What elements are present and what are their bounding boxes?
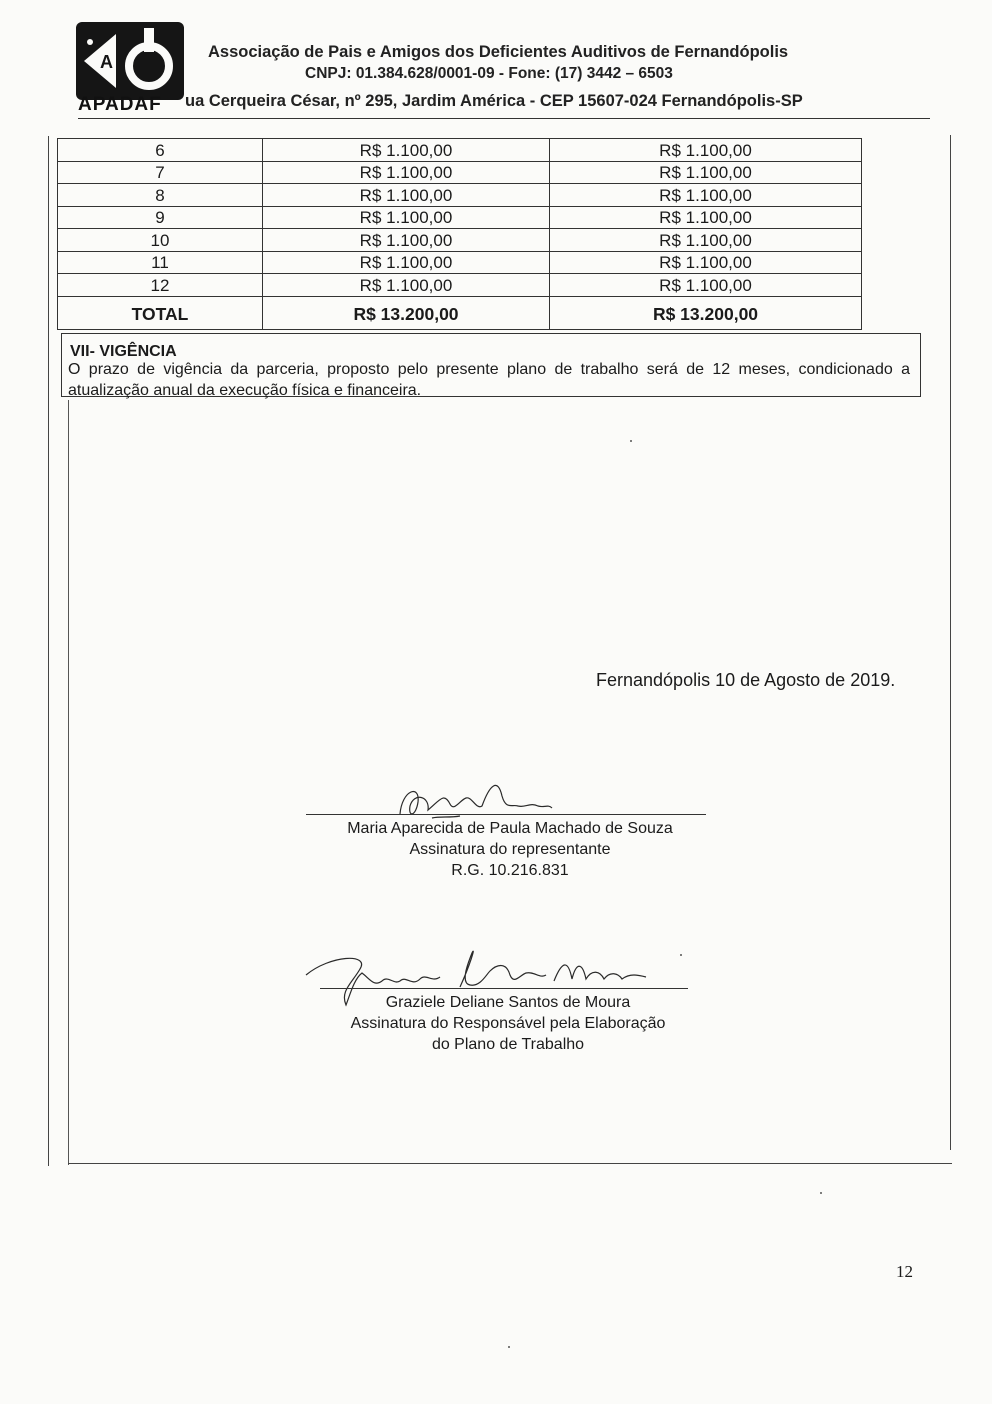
page-frame-inner-left	[68, 400, 69, 1165]
page-frame-left	[48, 136, 49, 1166]
budget-table	[57, 138, 862, 330]
month-cell: 11	[58, 251, 263, 274]
svg-text:A: A	[100, 52, 113, 72]
value-a-cell: R$ 1.100,00	[263, 139, 550, 162]
value-a-cell: R$ 1.100,00	[263, 184, 550, 207]
vigencia-title: VII- VIGÊNCIA	[70, 343, 177, 360]
page-frame-right	[950, 135, 951, 1150]
value-a-cell: R$ 1.100,00	[263, 251, 550, 274]
month-cell: 8	[58, 184, 263, 207]
table-row	[58, 184, 862, 207]
apadaf-logo	[76, 22, 184, 100]
value-b-cell: R$ 1.100,00	[550, 139, 862, 162]
signatory-2-name: Graziele Deliane Santos de Moura	[385, 994, 631, 1011]
organization-address: ua Cerqueira César, nº 295, Jardim América - CEP 15607-024 Fernandópolis-SP	[185, 92, 803, 110]
total-b-cell: R$ 13.200,00	[550, 296, 862, 329]
organization-name: Associação de Pais e Amigos dos Deficientes Auditivos de Fernandópolis	[208, 43, 789, 61]
signatory-1-rg: R.G. 10.216.831	[451, 862, 569, 879]
scan-speck	[508, 1346, 510, 1348]
total-a-cell: R$ 13.200,00	[263, 296, 550, 329]
value-a-cell: R$ 1.100,00	[263, 206, 550, 229]
page-number: 12	[896, 1262, 913, 1281]
value-b-cell: R$ 1.100,00	[550, 161, 862, 184]
organization-cnpj-phone: CNPJ: 01.384.628/0001-09 - Fone: (17) 3442 – 6503	[305, 65, 673, 82]
date-line: Fernandópolis 10 de Agosto de 2019.	[596, 670, 896, 690]
total-label: TOTAL	[58, 296, 263, 329]
signatory-2-role-line2: do Plano de Trabalho	[431, 1036, 585, 1053]
vigencia-text: O prazo de vigência da parceria, proposto pelo presente plano de trabalho será de 12 meses, condicionado a atualização anual da execução física e financeira.	[68, 361, 910, 399]
page-frame-bottom	[68, 1163, 952, 1164]
value-b-cell: R$ 1.100,00	[550, 229, 862, 252]
table-row	[58, 229, 862, 252]
table-row	[58, 206, 862, 229]
table-row	[58, 161, 862, 184]
month-cell: 9	[58, 206, 263, 229]
month-cell: 12	[58, 274, 263, 297]
signatory-2-role-line1: Assinatura do Responsável pela Elaboração	[350, 1015, 666, 1032]
value-b-cell: R$ 1.100,00	[550, 251, 862, 274]
logo-wordmark: APADAF	[78, 94, 162, 115]
signatory-1-name: Maria Aparecida de Paula Machado de Souza	[347, 820, 673, 837]
signatory-1-role: Assinatura do representante	[409, 841, 611, 858]
scan-speck	[630, 440, 632, 442]
scan-speck	[680, 954, 682, 956]
value-b-cell: R$ 1.100,00	[550, 274, 862, 297]
scan-speck	[820, 1192, 822, 1194]
value-a-cell: R$ 1.100,00	[263, 229, 550, 252]
month-cell: 6	[58, 139, 263, 162]
value-b-cell: R$ 1.100,00	[550, 206, 862, 229]
table-row	[58, 139, 862, 162]
header-divider	[78, 118, 930, 119]
value-a-cell: R$ 1.100,00	[263, 161, 550, 184]
table-row	[58, 274, 862, 297]
signature-line-2	[320, 988, 688, 989]
table-row	[58, 251, 862, 274]
month-cell: 7	[58, 161, 263, 184]
table-total-row	[58, 296, 862, 329]
month-cell: 10	[58, 229, 263, 252]
value-a-cell: R$ 1.100,00	[263, 274, 550, 297]
signature-line-1	[306, 814, 706, 815]
value-b-cell: R$ 1.100,00	[550, 184, 862, 207]
